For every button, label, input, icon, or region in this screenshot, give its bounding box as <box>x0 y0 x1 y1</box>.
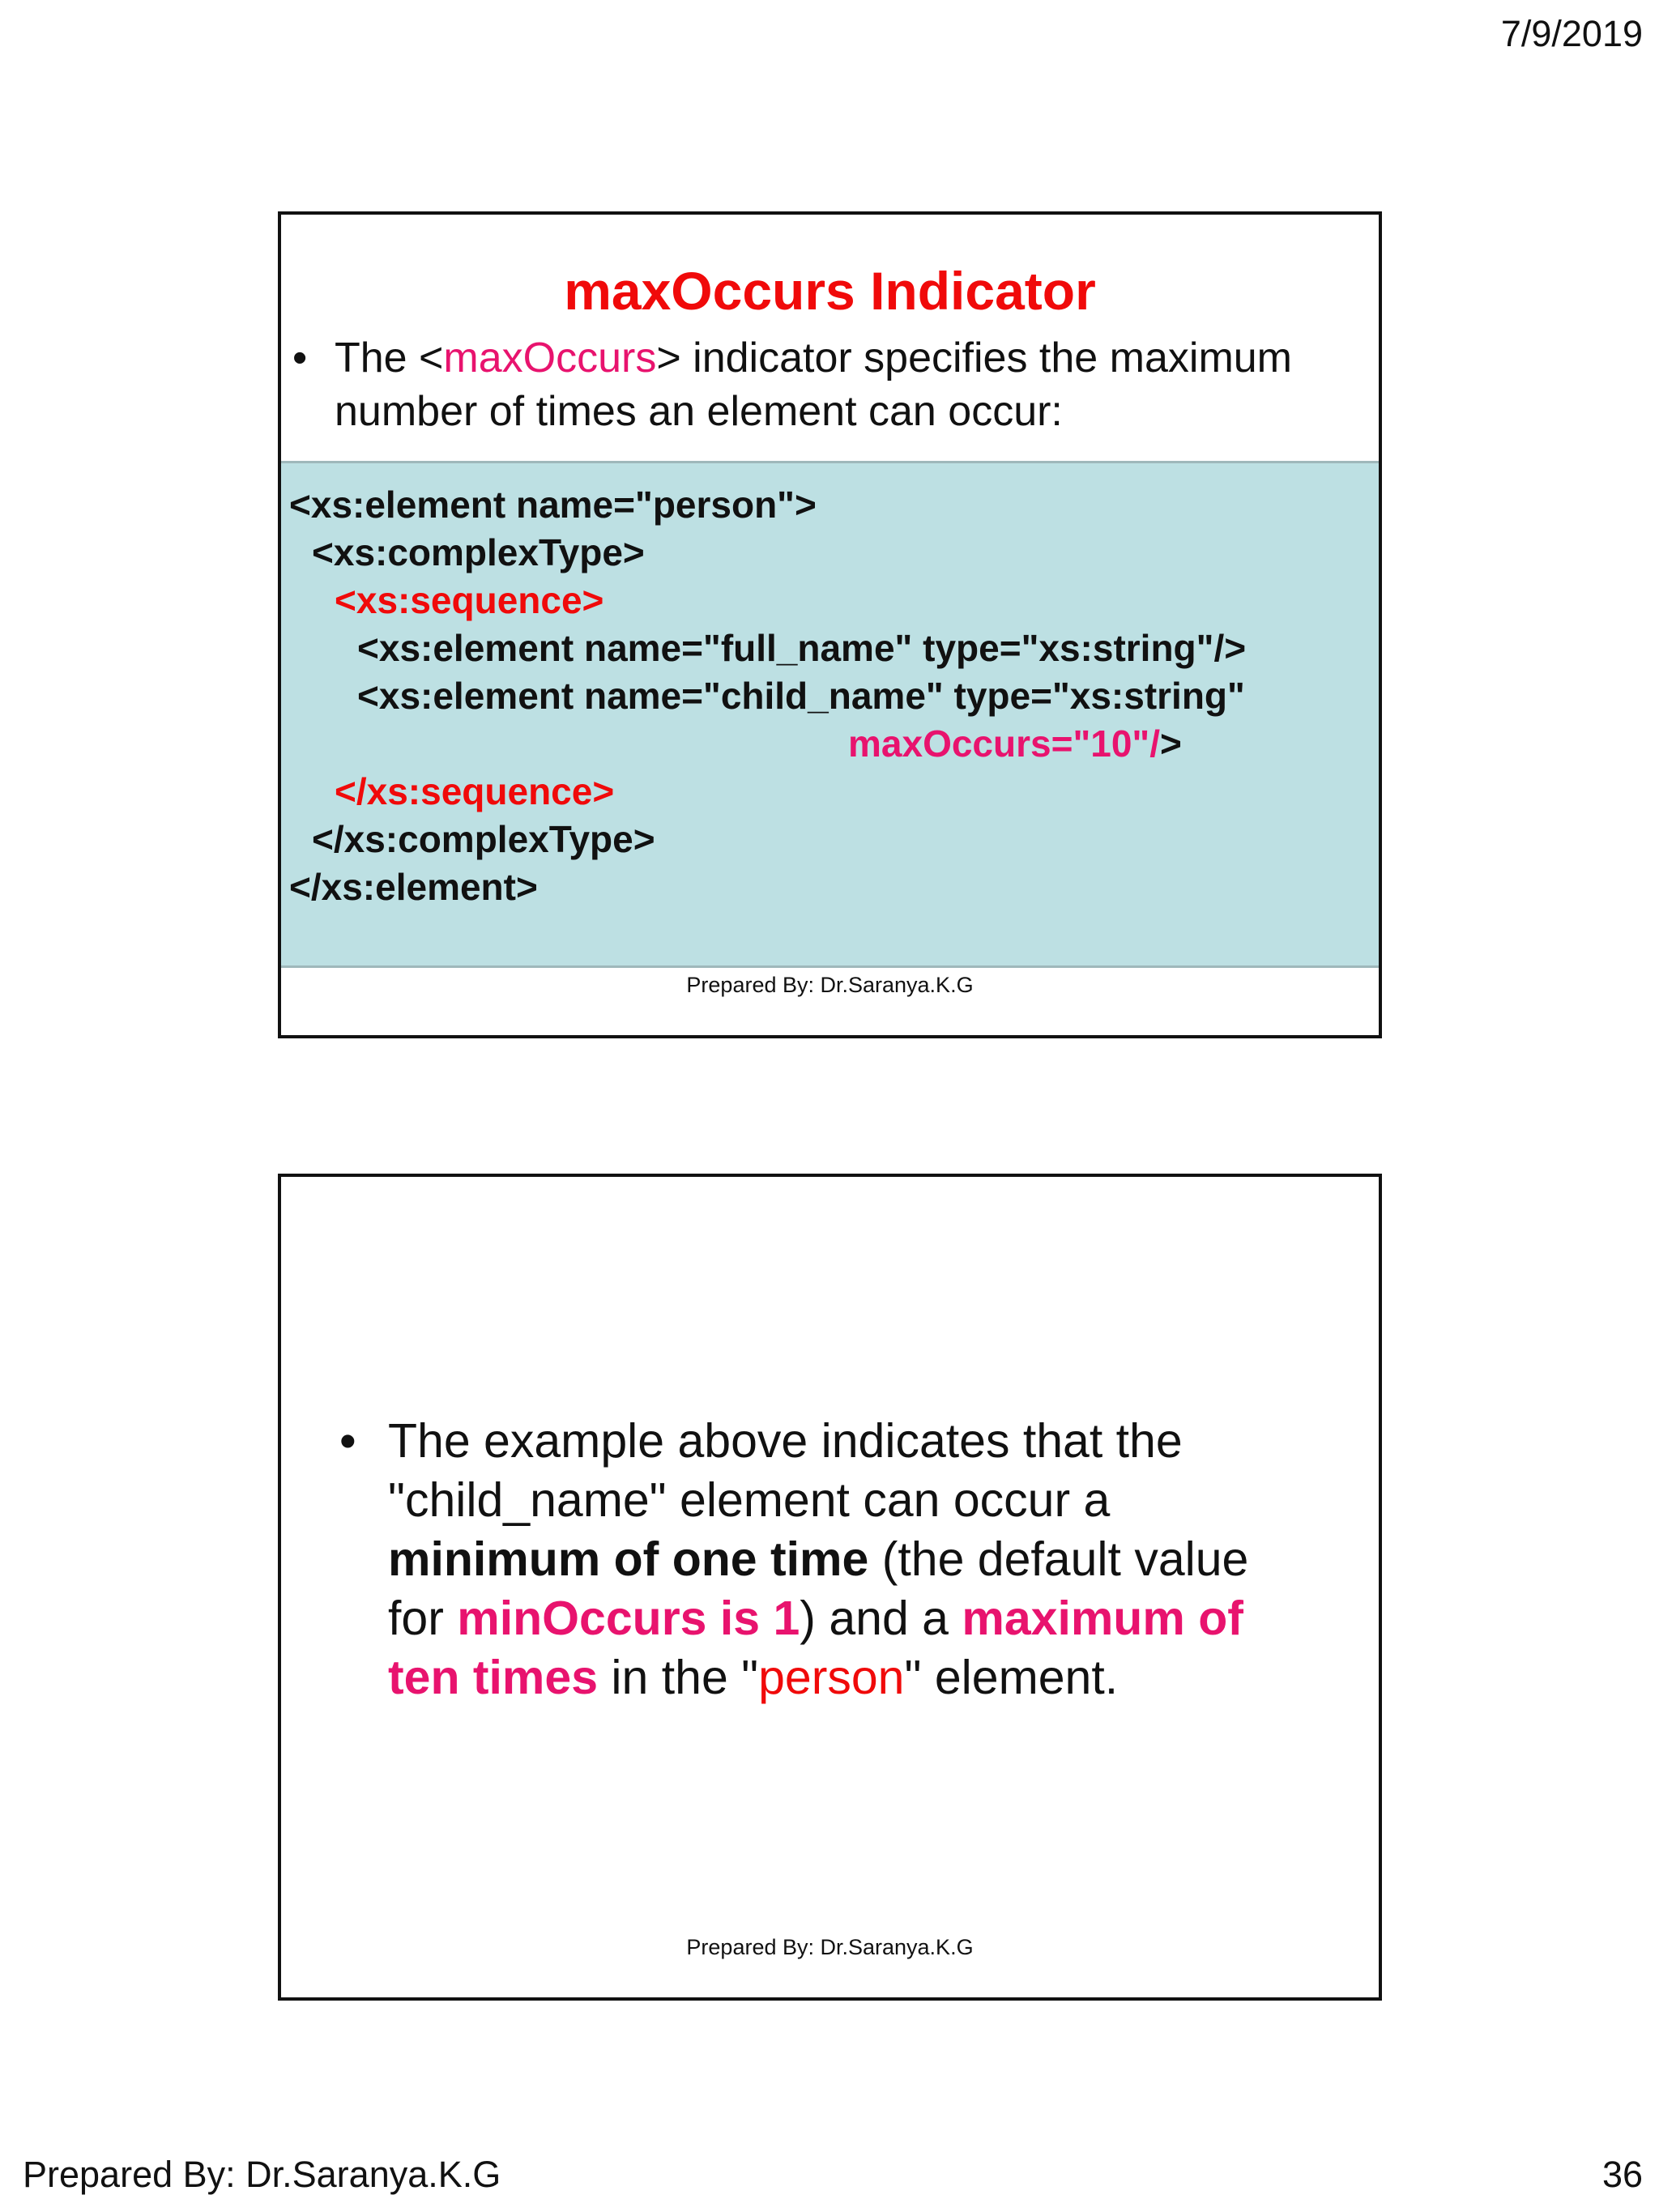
page-date: 7/9/2019 <box>1500 13 1643 54</box>
explanation-text-2: (the default value for <box>388 1532 1249 1645</box>
intro-term-max-occurs: maxOccurs <box>443 335 657 381</box>
code-max-occurs-attr: maxOccurs="10"/ <box>848 722 1161 765</box>
code-line-element-close: </xs:element> <box>289 866 538 908</box>
explanation-min-occurs: minOccurs is 1 <box>457 1592 800 1645</box>
code-max-occurs-close: > <box>1160 722 1182 765</box>
explanation-min-one-time: minimum of one time <box>388 1532 869 1586</box>
explanation-text-3: ) and a <box>800 1592 962 1645</box>
page-number: 36 <box>1601 2154 1643 2195</box>
explanation-text-5: " element. <box>904 1651 1119 1704</box>
explanation-text-4: in the " <box>598 1651 759 1704</box>
slide-max-occurs-indicator <box>278 211 1382 1038</box>
intro-bullet <box>292 331 1330 438</box>
code-line-sequence-close: </xs:sequence> <box>335 770 615 812</box>
intro-text-part1: The < <box>335 335 444 381</box>
slide-explanation <box>278 1174 1382 2001</box>
explanation-bullet <box>339 1412 1306 1707</box>
slide-title: maxOccurs Indicator <box>564 261 1096 321</box>
explanation-max-ten-times: maximum of ten times <box>388 1592 1243 1704</box>
code-line-full-name: <xs:element name="full_name" type="xs:string"/> <box>357 627 1247 669</box>
code-line-element-open: <xs:element name="person"> <box>289 484 817 526</box>
intro-text-part2: > indicator specifies the maximum number of times an element can occur: <box>335 335 1292 435</box>
bullet-dot: • <box>292 335 308 381</box>
code-line-max-occurs <box>289 720 1379 768</box>
explanation-text-1: The example above indicates that the "child_name" element can occur a <box>388 1414 1183 1527</box>
code-line-complextype-open: <xs:complexType> <box>312 531 645 573</box>
bullet-dot: • <box>339 1414 356 1468</box>
explanation-person: person <box>758 1651 905 1704</box>
explanation-text <box>388 1412 1306 1707</box>
slide-footer: Prepared By: Dr.Saranya.K.G <box>686 1935 974 1959</box>
code-line-sequence-open: <xs:sequence> <box>335 579 604 621</box>
slide-footer: Prepared By: Dr.Saranya.K.G <box>686 973 974 997</box>
page-footer-author: Prepared By: Dr.Saranya.K.G <box>23 2154 501 2195</box>
code-line-child-name: <xs:element name="child_name" type="xs:string" <box>357 675 1245 717</box>
intro-bullet-text <box>335 331 1330 438</box>
code-example-box <box>281 461 1379 968</box>
code-line-complextype-close: </xs:complexType> <box>312 818 655 860</box>
